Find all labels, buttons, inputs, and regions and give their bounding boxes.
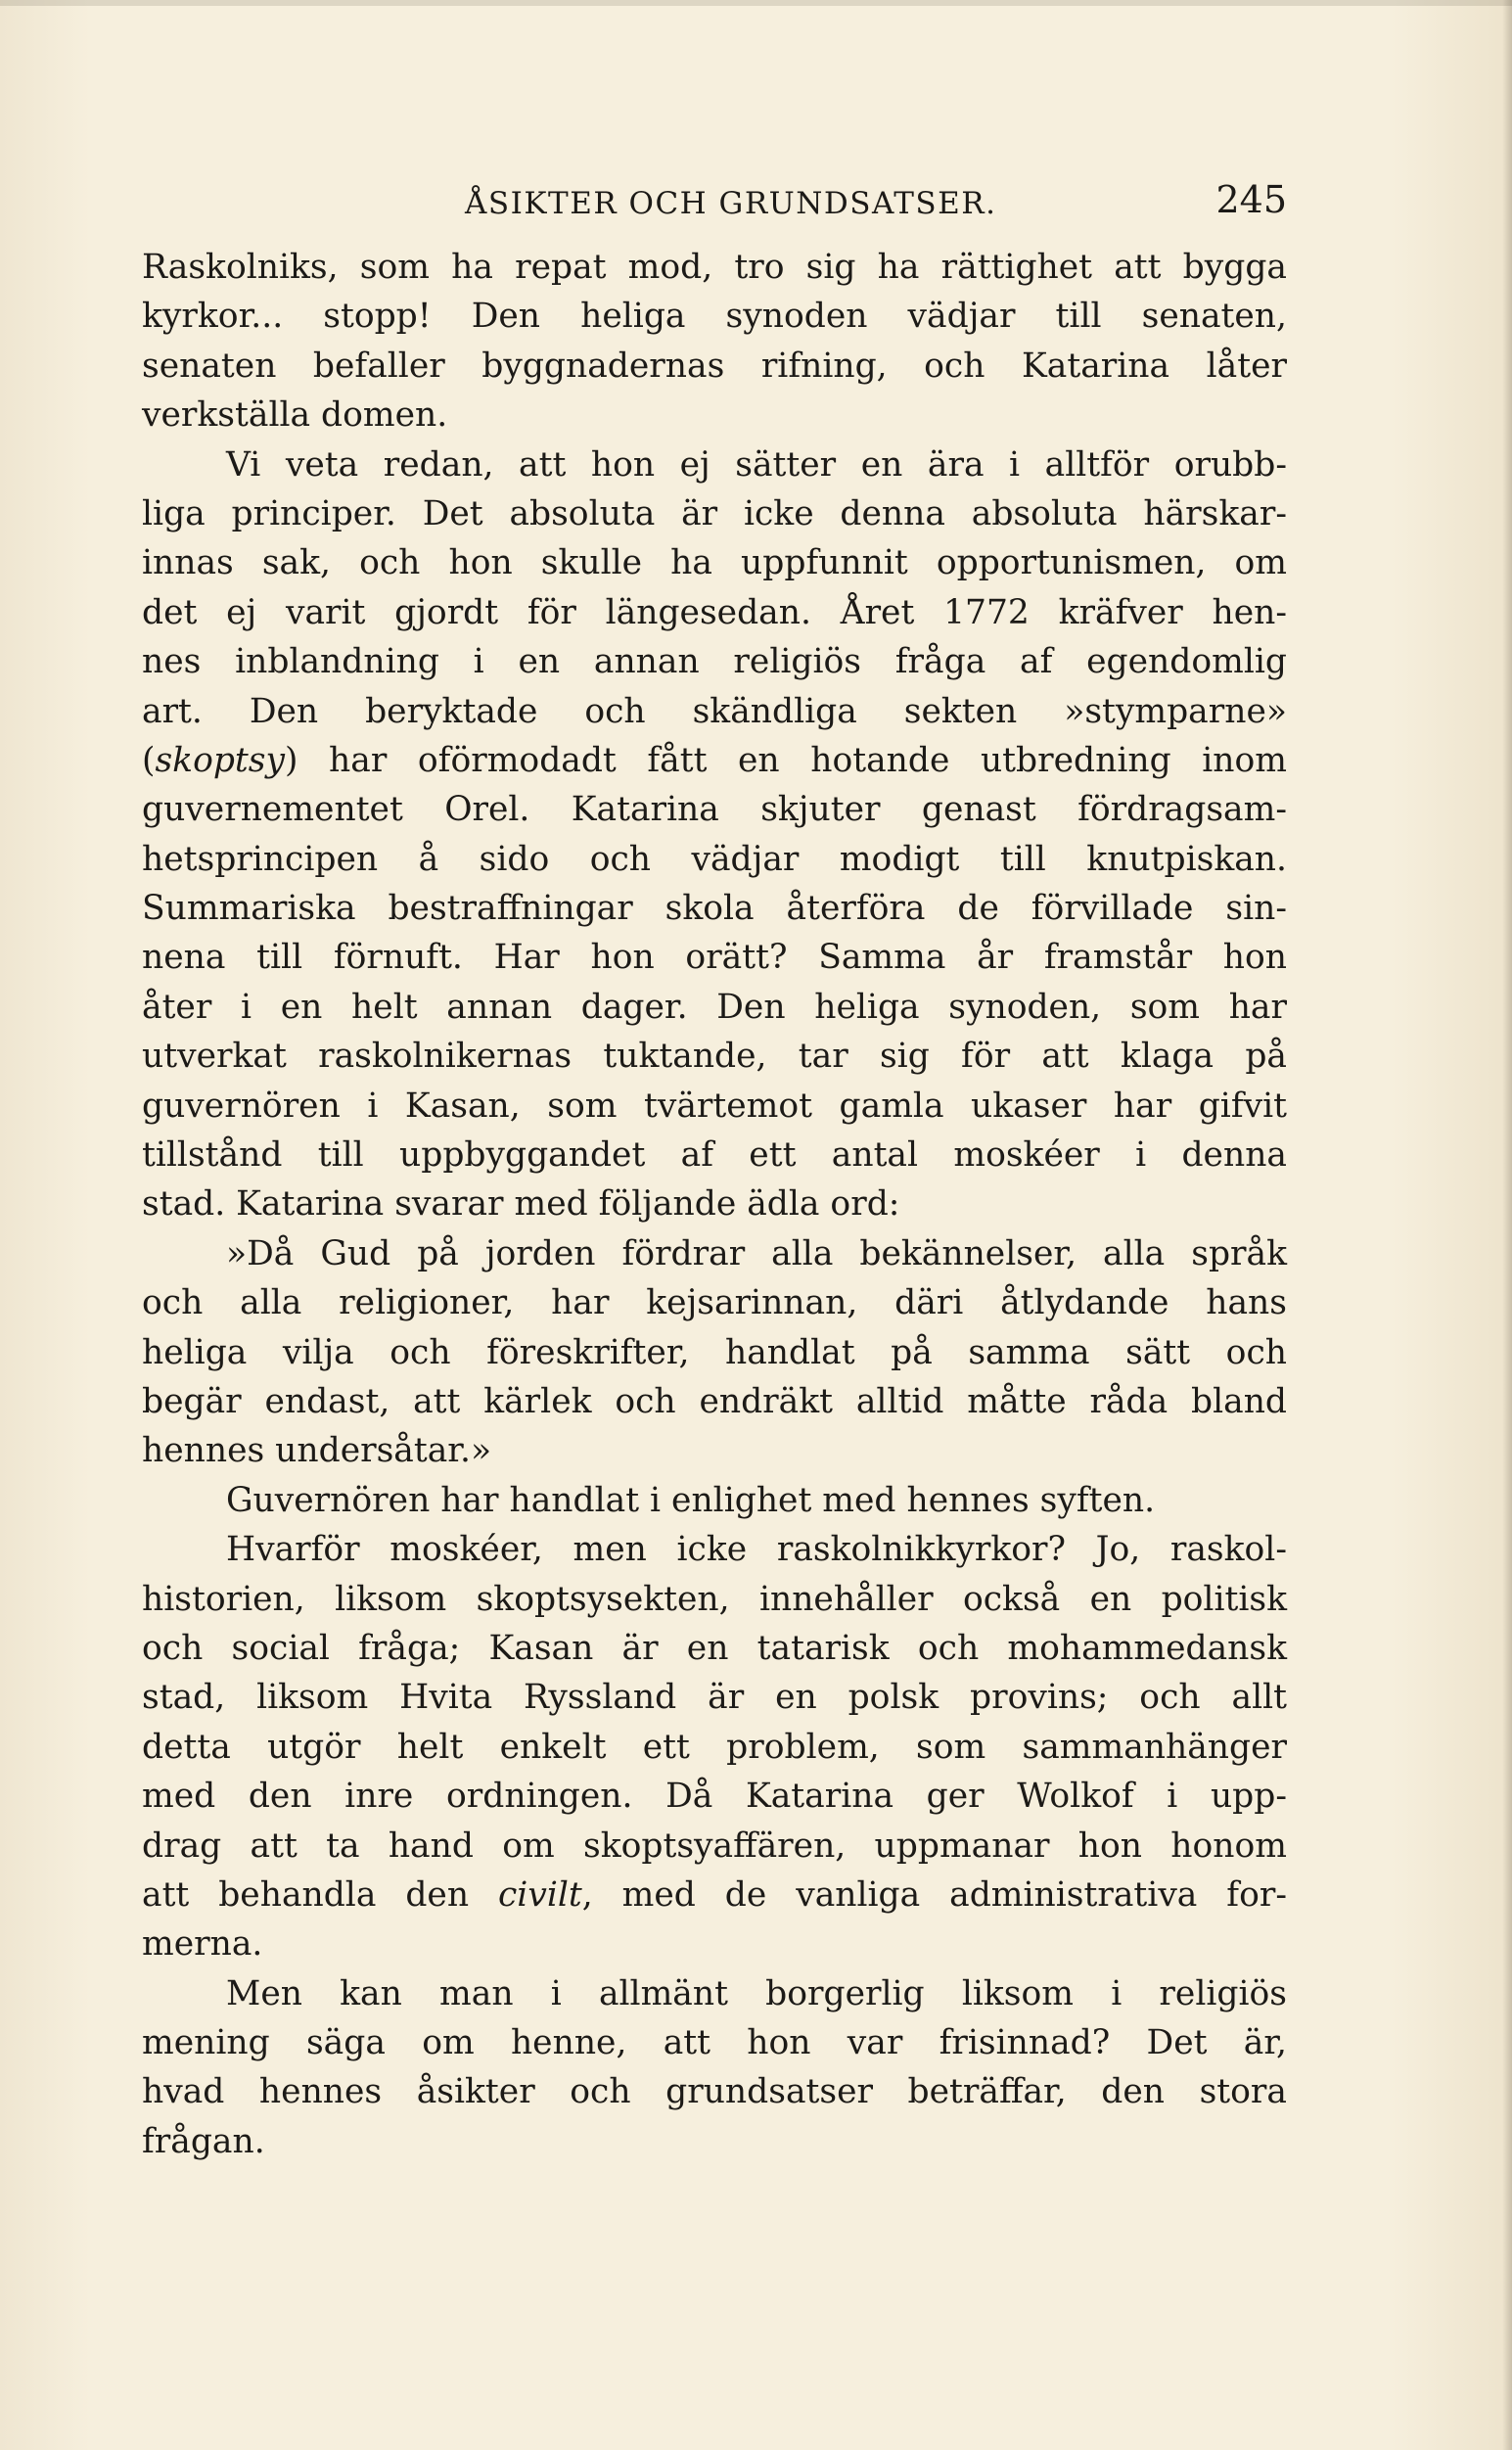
text-line: med den inre ordningen. Då Katarina ger Wolkof i upp- bbox=[142, 1777, 1287, 1817]
text-line: drag att ta hand om skoptsyaffären, uppmanar hon honom bbox=[142, 1826, 1287, 1866]
page-right-edge bbox=[1502, 0, 1512, 2450]
text-line: att behandla den civilt, med de vanliga administrativa for- bbox=[142, 1874, 1287, 1915]
text-line: heliga vilja och föreskrifter, handlat på samma sätt och bbox=[142, 1332, 1287, 1372]
text-line: det ej varit gjordt för längesedan. Året 1772 kräfver hen- bbox=[142, 592, 1287, 632]
text-line: frågan. bbox=[142, 2121, 265, 2161]
text-line: begär endast, att kärlek och endräkt alltid måtte råda bland bbox=[142, 1381, 1287, 1421]
text-line: stad. Katarina svarar med följande ädla ord: bbox=[142, 1184, 900, 1225]
text-line: Men kan man i allmänt borgerlig liksom i religiös bbox=[226, 1973, 1287, 2013]
text-line: (skoptsy) har oförmodadt fått en hotande utbredning inom bbox=[142, 740, 1287, 780]
text-line: detta utgör helt enkelt ett problem, som sammanhänger bbox=[142, 1727, 1287, 1767]
text-line: nena till förnuft. Har hon orätt? Samma år framstår hon bbox=[142, 938, 1287, 978]
page-number: 245 bbox=[1215, 178, 1287, 221]
text-line: guvernören i Kasan, som tvärtemot gamla ukaser har gifvit bbox=[142, 1086, 1287, 1126]
text-line: senaten befaller byggnadernas rifning, och Katarina låter bbox=[142, 346, 1287, 386]
body-text bbox=[142, 243, 1287, 2166]
italic-term: civilt bbox=[497, 1874, 582, 1915]
text-line: och social fråga; Kasan är en tatarisk och mohammedansk bbox=[142, 1628, 1287, 1668]
text-line: nes inblandning i en annan religiös fråga af egendomlig bbox=[142, 642, 1287, 682]
text-line: Summariska bestraffningar skola återföra de förvillade sin- bbox=[142, 889, 1287, 929]
text-line: Hvarför moskéer, men icke raskolnikkyrkor? Jo, raskol- bbox=[226, 1530, 1287, 1570]
text-line: Vi veta redan, att hon ej sätter en ära i alltför orubb- bbox=[226, 444, 1287, 485]
italic-term: skoptsy bbox=[155, 740, 285, 780]
text-line: utverkat raskolnikernas tuktande, tar sig för att klaga på bbox=[142, 1037, 1287, 1077]
text-line: hetsprincipen å sido och vädjar modigt till knutpiskan. bbox=[142, 839, 1287, 879]
text-line: merna. bbox=[142, 1924, 263, 1965]
page-top-edge bbox=[0, 0, 1512, 6]
text-line: Guvernören har handlat i enlighet med hennes syften. bbox=[226, 1480, 1156, 1520]
text-line: historien, liksom skoptsysekten, innehåller också en politisk bbox=[142, 1579, 1287, 1619]
text-line: verkställa domen. bbox=[142, 395, 448, 436]
page-header bbox=[142, 174, 1287, 233]
text-line: kyrkor... stopp! Den heliga synoden vädjar till senaten, bbox=[142, 297, 1287, 337]
text-line: hvad hennes åsikter och grundsatser beträffar, den stora bbox=[142, 2072, 1287, 2112]
running-head: ÅSIKTER OCH GRUNDSATSER. bbox=[465, 186, 997, 221]
text-line: art. Den beryktade och skändliga sekten »stymparne» bbox=[142, 691, 1287, 731]
text-line: stad, liksom Hvita Ryssland är en polsk provins; och allt bbox=[142, 1678, 1287, 1718]
text-line: liga principer. Det absoluta är icke denna absoluta härskar- bbox=[142, 493, 1287, 533]
text-line: hennes undersåtar.» bbox=[142, 1431, 492, 1471]
text-line: tillstånd till uppbyggandet af ett antal moskéer i denna bbox=[142, 1135, 1287, 1176]
text-line: guvernementet Orel. Katarina skjuter genast fördragsam- bbox=[142, 790, 1287, 830]
text-line: Raskolniks, som ha repat mod, tro sig ha rättighet att bygga bbox=[142, 248, 1287, 287]
text-line: »Då Gud på jorden fördrar alla bekännelser, alla språk bbox=[226, 1233, 1287, 1273]
text-line: mening säga om henne, att hon var frisinnad? Det är, bbox=[142, 2023, 1287, 2063]
text-line: innas sak, och hon skulle ha uppfunnit opportunismen, om bbox=[142, 543, 1287, 583]
text-line: åter i en helt annan dager. Den heliga synoden, som har bbox=[142, 987, 1287, 1027]
text-line: och alla religioner, har kejsarinnan, däri åtlydande hans bbox=[142, 1283, 1287, 1323]
